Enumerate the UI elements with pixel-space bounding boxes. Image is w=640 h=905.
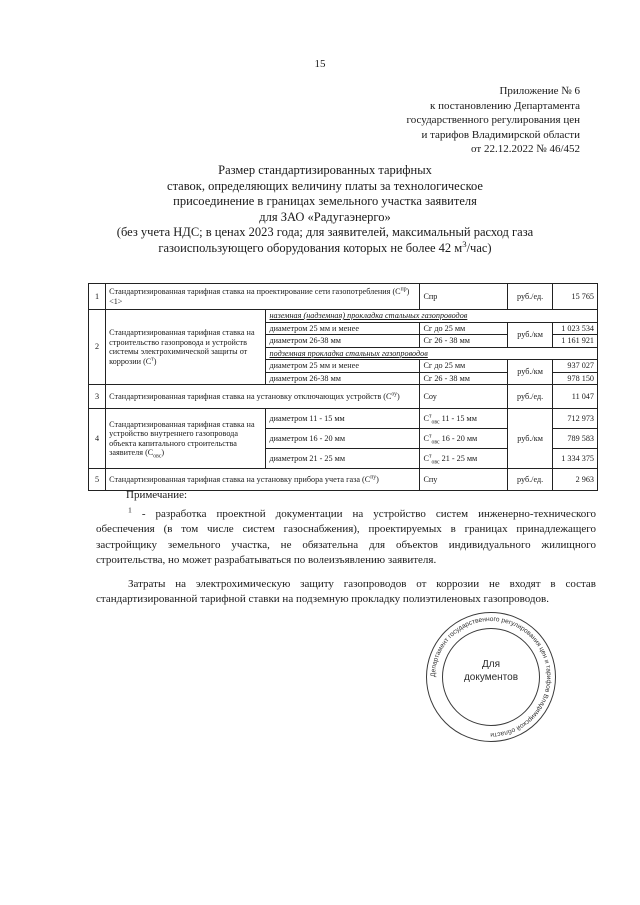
value-cell: 789 583 — [553, 429, 598, 449]
appendix-line: и тарифов Владимирской области — [421, 128, 580, 141]
table-row — [89, 385, 598, 409]
value-cell: 978 150 — [553, 372, 598, 385]
title-line: Размер стандартизированных тарифных — [218, 163, 432, 177]
row-code: Спр — [420, 284, 508, 310]
diameter-cell: диаметром 25 мм и менее — [266, 322, 420, 335]
row-label: Стандартизированная тарифная ставка на установку отключающих устройств $(С^{оу})$ — [106, 385, 420, 409]
row-value: 11 047 — [553, 385, 598, 409]
tariff-table — [88, 283, 598, 491]
title-line: присоединение в границах земельного участка заявителя — [173, 194, 477, 208]
stamp-ring-text: Департамент государственного регулирования цен и тарифов Владимирской области — [429, 615, 553, 739]
stamp-center-text: Для документов — [463, 659, 519, 683]
value-cell: 1 161 921 — [553, 335, 598, 348]
row-unit: руб./ед. — [508, 385, 553, 409]
table-row — [89, 409, 598, 429]
table-row — [89, 310, 598, 323]
row-unit: руб./ед. — [508, 469, 553, 491]
value-cell: 1 023 534 — [553, 322, 598, 335]
row-number: 4 — [89, 409, 106, 469]
diameter-cell: диаметром 21 - 25 мм — [266, 449, 420, 469]
diameter-cell: диаметром 11 - 15 мм — [266, 409, 420, 429]
table-row — [89, 284, 598, 310]
subheading-above-ground: наземная (надземная) прокладка стальных газопроводов — [266, 310, 598, 323]
subheading-underground: подземная прокладка стальных газопроводов — [266, 347, 598, 360]
code-cell: $С^т_{овс}$ 11 - 15 мм — [420, 409, 508, 429]
row-unit: руб./ед. — [508, 284, 553, 310]
value-cell: 937 027 — [553, 360, 598, 373]
diameter-cell: диаметром 26-38 мм — [266, 335, 420, 348]
costs-paragraph: Затраты на электрохимическую защиту газопроводов от коррозии не входят в состав стандартизированной тарифной ставки на подземную прокладку полиэтиленовых газопроводов. — [96, 577, 596, 605]
appendix-block — [407, 84, 580, 157]
row-code: Спу — [420, 469, 508, 491]
title-line: для ЗАО «Радугаэнерго» — [259, 209, 391, 224]
row-value: 2 963 — [553, 469, 598, 491]
row-label: Стандартизированная тарифная ставка на строительство газопровода и устройств системы электрохимической защиты от коррозии $(С^т)$ — [106, 310, 266, 385]
diameter-cell: диаметром 26-38 мм — [266, 372, 420, 385]
footnote-paragraph: $^1$ - разработка проектной документации на устройство систем инженерно-технического обеспечения (в том числе систем газоснабжения), проектируемых в границах принадлежащего застройщику земельного участка, не обязательна для объектов индивидуального жилищного строительства, но может разрабатываться по волеизъявлению заявителя. — [96, 504, 596, 566]
row-value: 15 765 — [553, 284, 598, 310]
code-cell: Сг 26 - 38 мм — [420, 335, 508, 348]
value-cell: 712 973 — [553, 409, 598, 429]
appendix-line: государственного регулирования цен — [406, 114, 580, 126]
row-number: 1 — [89, 284, 106, 310]
title-line: газоиспользующего оборудования которых не более 42 $м^3/час$) — [158, 238, 492, 255]
page-number: 15 — [314, 58, 326, 70]
row-label: Стандартизированная тарифная ставка на устройство внутреннего газопровода объекта капитального строительства заявителя $(С_{овс})$ — [106, 409, 266, 469]
unit-cell: руб./км — [508, 360, 553, 385]
row-number: 3 — [89, 385, 106, 409]
code-cell: Сг до 25 мм — [420, 360, 508, 373]
title-line: ставок, определяющих величину платы за технологическое — [167, 178, 483, 193]
unit-cell: руб./км — [508, 322, 553, 347]
value-cell: 1 334 375 — [553, 449, 598, 469]
code-cell: Сг до 25 мм — [420, 322, 508, 335]
appendix-line: Приложение № 6 — [499, 85, 580, 97]
document-title — [50, 163, 600, 256]
row-number: 2 — [89, 310, 106, 385]
appendix-line: к постановлению Департамента — [429, 99, 580, 112]
code-cell: Сг 26 - 38 мм — [420, 372, 508, 385]
row-label: Стандартизированная тарифная ставка на проектирование сети газопотребления $(С^{пр}) <1>$ — [106, 284, 420, 310]
code-cell: $С^т_{овс}$ 16 - 20 мм — [420, 429, 508, 449]
code-cell: $С^т_{овс}$ 21 - 25 мм — [420, 449, 508, 469]
notes-heading: Примечание: — [126, 489, 188, 501]
diameter-cell: диаметром 25 мм и менее — [266, 360, 420, 373]
row-code: Соу — [420, 385, 508, 409]
row-number: 5 — [89, 469, 106, 491]
appendix-line: от 22.12.2022 № 46/452 — [471, 143, 580, 155]
diameter-cell: диаметром 16 - 20 мм — [266, 429, 420, 449]
row-label: Стандартизированная тарифная ставка на установку прибора учета газа $(С^{пу})$ — [106, 469, 420, 491]
notes-block — [96, 488, 596, 608]
unit-cell: руб./км — [508, 409, 553, 469]
official-stamp — [426, 612, 556, 742]
title-line: (без учета НДС; в ценах 2023 года; для заявителей, максимальный расход газа — [116, 225, 534, 239]
